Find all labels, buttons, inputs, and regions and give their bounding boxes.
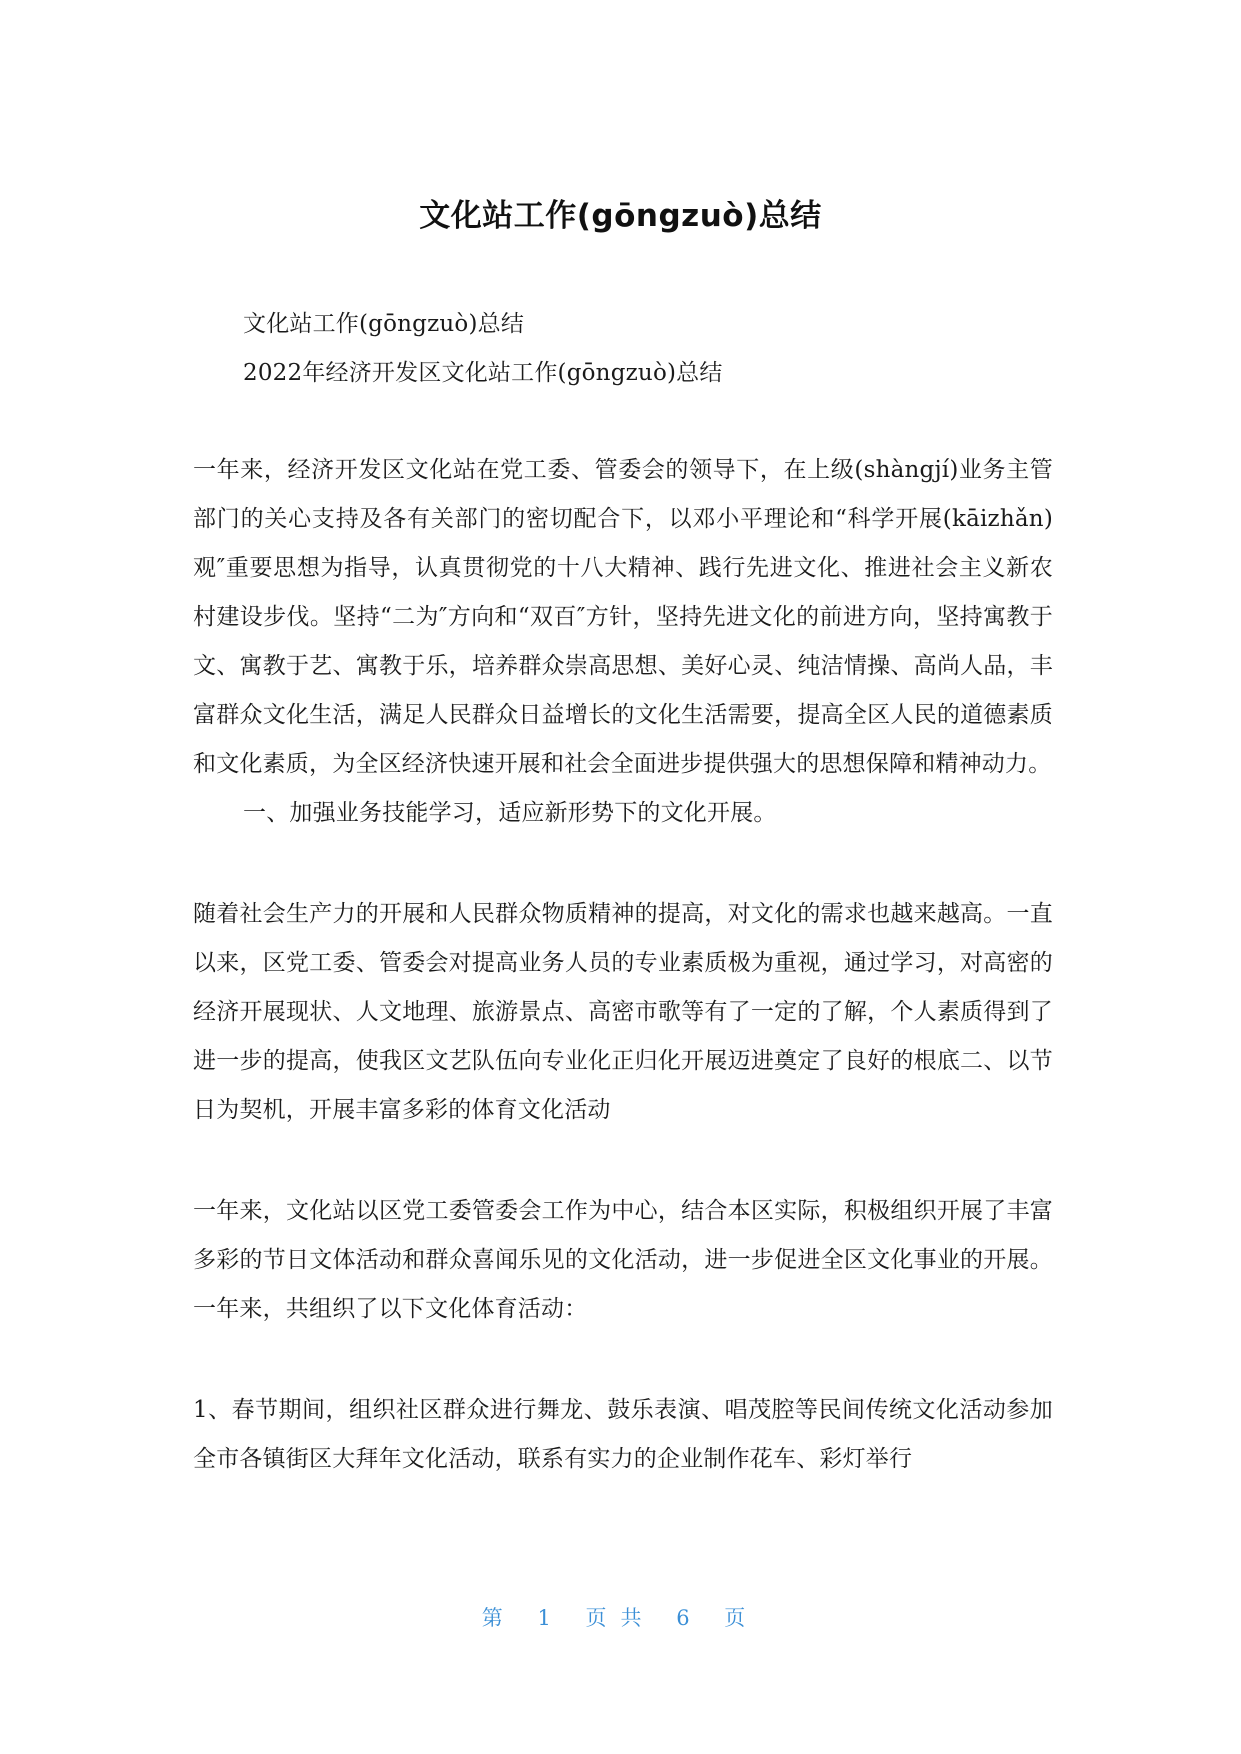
paragraph-training: 随着社会生产力的开展和人民群众物质精神的提高，对文化的需求也越来越高。一直以来，区党工委、管委会对提高业务人员的专业素质极为重视，通过学习，对高密的经济开展现状、人文地理、旅游景点、高密市歌等有了一定的了解，个人素质得到了进一步的提高，使我区文艺队伍向专业化正归化开展迈进奠定了良好的根底二、以节日为契机，开展丰富多彩的体育文化活动 — [193, 901, 1053, 1123]
document-title: 文化站工作(gōngzuò)总结 — [419, 198, 822, 234]
footer-suffix: 页 — [724, 1606, 760, 1630]
subtitle-1: 文化站工作(gōngzuò)总结 — [243, 311, 525, 337]
footer-mid: 页共 — [585, 1606, 656, 1630]
document-body — [193, 300, 1053, 1484]
footer-total-pages: 6 — [676, 1606, 704, 1630]
paragraph-spring-festival: 1、春节期间，组织社区群众进行舞龙、鼓乐表演、唱茂腔等民间传统文化活动参加全市各镇街区大拜年文化活动，联系有实力的企业制作花车、彩灯举行 — [193, 1397, 1053, 1472]
paragraph-activities: 一年来，文化站以区党工委管委会工作为中心，结合本区实际，积极组织开展了丰富多彩的节日文体活动和群众喜闻乐见的文化活动，进一步促进全区文化事业的开展。一年来，共组织了以下文化体育活动： — [193, 1198, 1053, 1322]
subtitle-2: 2022年经济开发区文化站工作(gōngzuò)总结 — [243, 360, 723, 386]
footer-prefix: 第 — [481, 1606, 517, 1630]
section-heading-1: 一、加强业务技能学习，适应新形势下的文化开展。 — [243, 800, 777, 826]
footer-page-number: 1 — [537, 1606, 565, 1630]
paragraph-intro: 一年来，经济开发区文化站在党工委、管委会的领导下，在上级(shàngjí)业务主管部门的关心支持及各有关部门的密切配合下，以邓小平理论和“科学开展(kāizhǎn)观″重要思想为指导，认真贯彻党的十八大精神、践行先进文化、推进社会主义新农村建设步伐。坚持“二为″方向和“双百″方针，坚持先进文化的前进方向，坚持寓教于文、寓教于艺、寓教于乐，培养群众崇高思想、美好心灵、纯洁情操、高尚人品，丰富群众文化生活，满足人民群众日益增长的文化生活需要，提高全区人民的道德素质和文化素质，为全区经济快速开展和社会全面进步提供强大的思想保障和精神动力。 — [193, 457, 1053, 777]
page-footer — [0, 1602, 1241, 1632]
